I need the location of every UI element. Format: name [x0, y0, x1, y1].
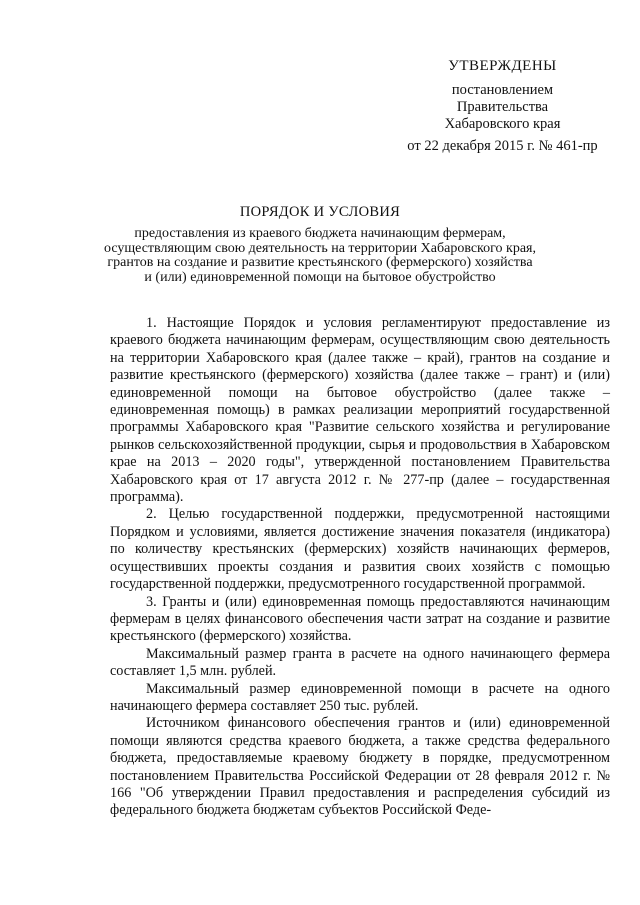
approval-heading: УТВЕРЖДЕНЫ: [448, 58, 557, 74]
approval-date-number: от 22 декабря 2015 г. № 461-пр: [407, 138, 598, 154]
paragraph-3: 3. Гранты и (или) единовременная помощь предоставляются начинающим фермерам в целях финансового обеспечения части затрат на создание и развитие крестьянского (фермерского) хозяйства.: [110, 593, 610, 645]
subtitle-line: осуществляющим свою деятельность на территории Хабаровского края,: [103, 240, 536, 256]
approval-line: Правительства: [456, 99, 549, 115]
approval-stamp: [395, 58, 610, 155]
approval-line: Хабаровского края: [444, 116, 561, 132]
approval-line: постановлением: [451, 82, 554, 98]
subtitle-line: и (или) единовременной помощи на бытовое обустройство: [144, 269, 496, 285]
document-body: [110, 315, 610, 820]
paragraph-funding-source: Источником финансового обеспечения грантов и (или) единовременной помощи являются средства краевого бюджета, а также средства федерального бюджета, предоставляемые краевому бюджету в порядке, предусмотренном постановлением Правительства Российской Федерации от 28 февраля 2012 г. № 166 "Об утверждении Правил предоставления и распределения субсидий из федерального бюджета бюджетам субъектов Российской Феде-: [110, 715, 610, 819]
subtitle-line: предоставления из краевого бюджета начинающим фермерам,: [134, 226, 506, 241]
document-title: ПОРЯДОК И УСЛОВИЯ: [239, 204, 401, 220]
document-subtitle: [0, 227, 640, 285]
paragraph-grant-max: Максимальный размер гранта в расчете на одного начинающего фермера составляет 1,5 млн. рублей.: [110, 645, 610, 680]
paragraph-2: 2. Целью государственной поддержки, предусмотренной настоящими Порядком и условиями, является достижение значения показателя (индикатора) по количеству крестьянских (фермерских) хозяйств начинающих фермеров, осуществивших проекты создания и развития своих хозяйств с помощью государственной поддержки, предусмотренного государственной программой.: [110, 506, 610, 593]
subtitle-line: грантов на создание и развитие крестьянского (фермерского) хозяйства: [107, 255, 533, 270]
paragraph-aid-max: Максимальный размер единовременной помощи в расчете на одного начинающего фермера составляет 250 тыс. рублей.: [110, 680, 610, 714]
paragraph-1: 1. Настоящие Порядок и условия регламентируют предоставление из краевого бюджета начинающим фермерам, осуществляющим свою деятельность на территории Хабаровского края (далее также – край), грантов на создание и развитие крестьянского (фермерского) хозяйства (далее также – грант) и (или) единовременной помощи на бытовое обустройство (далее также – единовременная помощь) в рамках реализации мероприятий государственной программы Хабаровского края "Развитие сельского хозяйства и регулирование рынков сельскохозяйственной продукции, сырья и продовольствия в Хабаровском крае на 2013 – 2020 годы", утвержденной постановлением Правительства Хабаровского края от 17 августа 2012 г. № 277-пр (далее – государственная программа).: [110, 315, 610, 506]
